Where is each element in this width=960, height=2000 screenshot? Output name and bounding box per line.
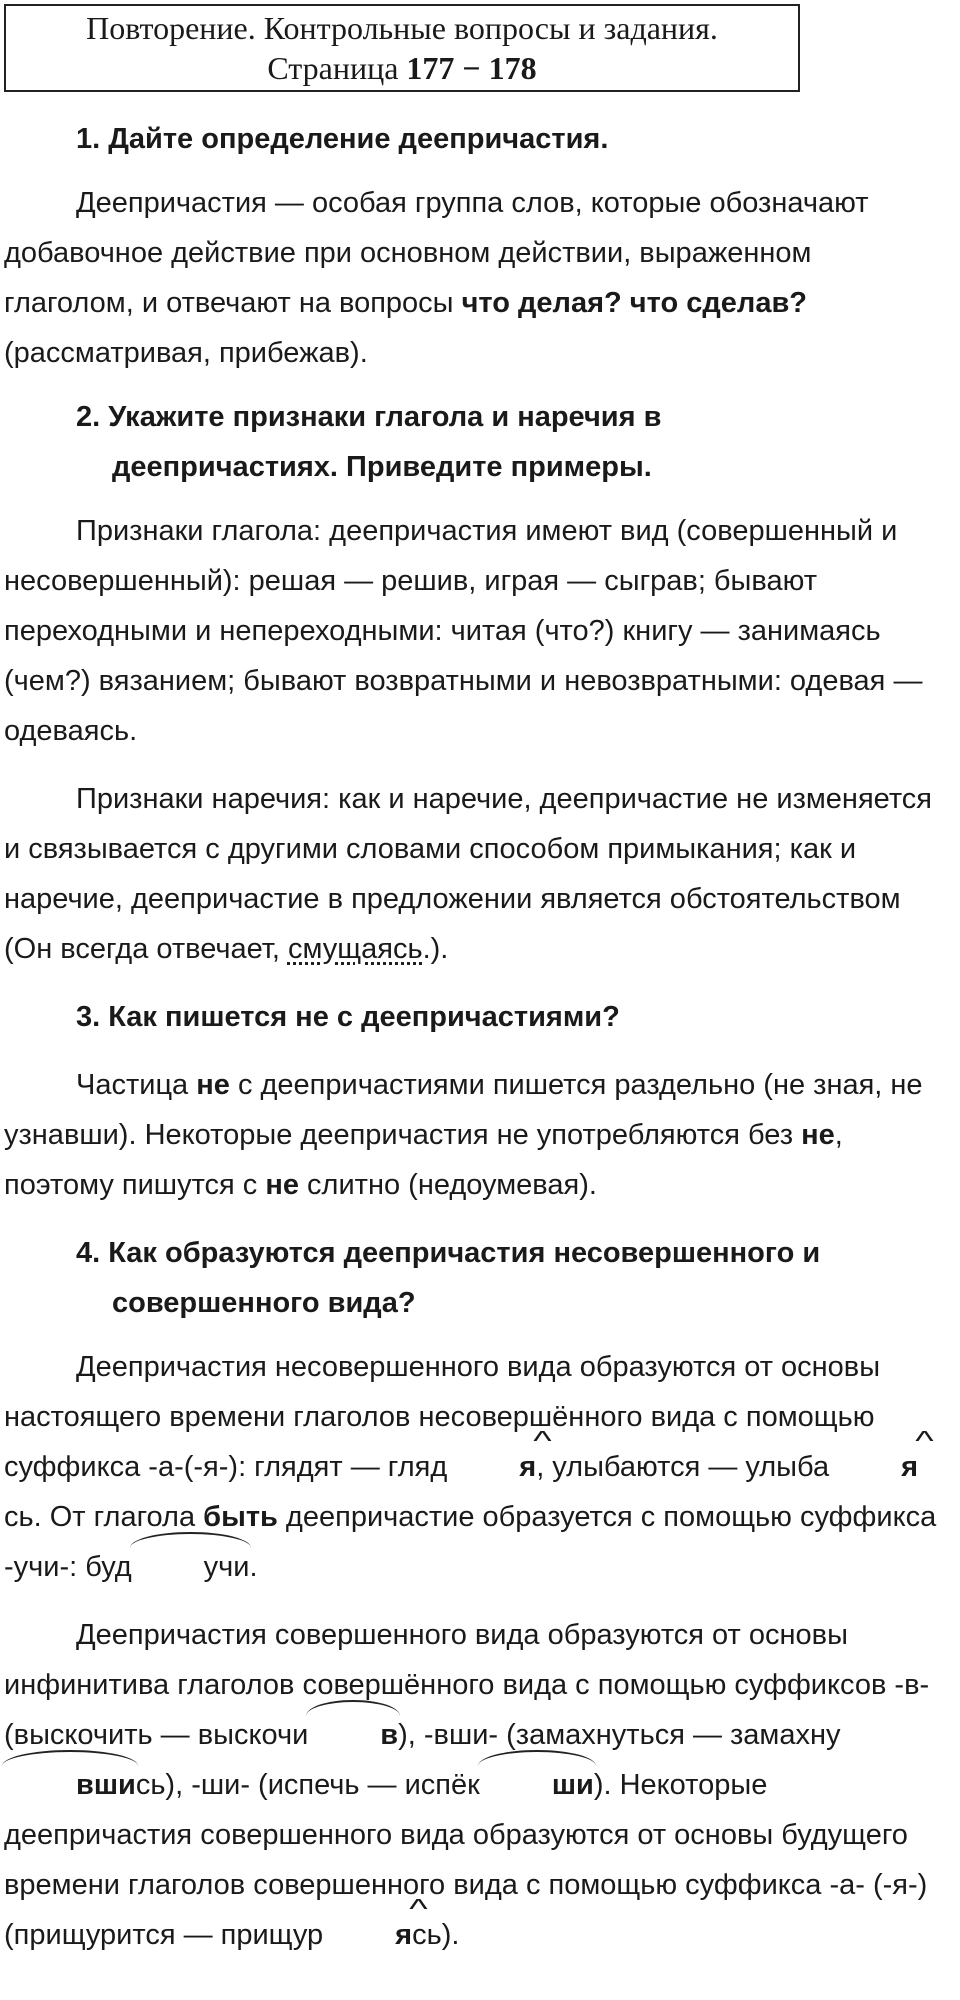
page-to: 178	[488, 50, 537, 86]
answer-4-p2-b: ), -вши- (замахнуться — замахну	[398, 1719, 841, 1751]
answer-4-p1-d: деепричастие образуется с помощью суффикса -учи-: буд	[4, 1501, 937, 1583]
title-line1: Повторение. Контрольные вопросы и задания.	[86, 10, 718, 46]
answer-3-s2: с деепричастиями пишется раздельно (не зная, не узнавши). Некоторые деепричастия не употребляются без	[4, 1069, 923, 1151]
suffix-uchi: учи	[132, 1542, 250, 1592]
answer-2-adverb	[4, 774, 948, 974]
particle-ne-1: не	[196, 1069, 230, 1101]
answer-4-p1-c: сь. От глагола	[4, 1501, 204, 1533]
answer-4-p2-e: сь).	[412, 1919, 460, 1951]
answer-1-questions: что делая? что сделав?	[461, 287, 807, 319]
answer-4-p2-a: Деепричастия совершенного вида образуются от основы инфинитива глаголов совершённого вида с помощью суффиксов -в- (выскочить — выскочи	[4, 1619, 930, 1751]
suffix-ya-3: ^ я	[323, 1910, 412, 1960]
question-3-title: 3. Как пишется не с деепричастиями?	[76, 1001, 620, 1033]
title-line2	[6, 48, 798, 88]
answer-2-adverb-text: Признаки наречия: как и наречие, деепричастие не изменяется и связывается с другими словами способом примыкания; как и наречие, деепричастие в предложении является обстоятельством (Он всегда отвечает,	[4, 783, 932, 965]
answer-3-s3: , поэтому пишутся с	[4, 1119, 843, 1201]
question-4-title	[4, 1228, 948, 1328]
underlined-word: смущаясь	[287, 933, 423, 965]
page-title-box	[4, 4, 800, 92]
answer-4-p1-b: , улыбаются — улыба	[536, 1451, 830, 1483]
suffix-shi: ши	[480, 1760, 594, 1810]
answer-4-perfective	[4, 1610, 948, 1960]
question-1-title: 1. Дайте определение деепричастия.	[76, 123, 609, 155]
suffix-v: в	[308, 1710, 398, 1760]
answer-4-imperfective	[4, 1342, 948, 1592]
answer-3-s1: Частица	[76, 1069, 197, 1101]
question-2-title	[4, 392, 948, 492]
suffix-ya-2: ^ я	[829, 1442, 918, 1492]
title-page-prefix: Страница	[267, 50, 407, 86]
answer-2-adverb-end: .).	[422, 933, 449, 965]
particle-ne-3: не	[265, 1169, 299, 1201]
suffix-ya-1: ^ я	[447, 1442, 536, 1492]
question-2-title-line2: деепричастиях. Приведите примеры.	[112, 451, 652, 483]
answer-4-p1-e: .	[249, 1551, 258, 1583]
suffix-vshi: вши	[4, 1760, 136, 1810]
verb-byt: быть	[203, 1501, 278, 1533]
answer-1-text: Деепричастия — особая группа слов, которые обозначают добавочное действие при основном действии, выраженном глаголом, и отвечают на вопросы	[4, 187, 869, 319]
answer-3-s4: слитно (недоумевая).	[299, 1169, 597, 1201]
answer-1-end: (рассматривая, прибежав).	[4, 337, 368, 369]
answer-3	[4, 1060, 948, 1210]
page-dash: −	[454, 50, 489, 86]
content	[4, 114, 948, 1960]
answer-2-verb: Признаки глагола: деепричастия имеют вид (совершенный и несовершенный): решая — решив, играя — сыграв; бывают переходными и непереходными: читая (что?) книгу — занимаясь (чем?) вязанием; бывают возвратными и невозвратными: одевая — одеваясь.	[4, 515, 923, 747]
answer-4-p1-a: Деепричастия несовершенного вида образуются от основы настоящего времени глаголов несовершённого вида с помощью суффикса -а-(-я-): глядят — гляд	[4, 1351, 881, 1483]
question-4-title-line1: 4. Как образуются деепричастия несовершенного и	[76, 1237, 821, 1269]
question-4-title-line2: совершенного вида?	[112, 1287, 416, 1319]
page-from: 177	[406, 50, 455, 86]
question-2-title-line1: 2. Укажите признаки глагола и наречия в	[76, 401, 662, 433]
particle-ne-2: не	[801, 1119, 835, 1151]
answer-4-p2-d: ). Некоторые деепричастия совершенного вида образуются от основы будущего времени глаголов совершенного вида с помощью суффикса -а- (-я-) (прищурится — прищур	[4, 1769, 928, 1951]
answer-1	[4, 178, 948, 378]
answer-4-p2-c: сь), -ши- (испечь — испёк	[135, 1769, 480, 1801]
